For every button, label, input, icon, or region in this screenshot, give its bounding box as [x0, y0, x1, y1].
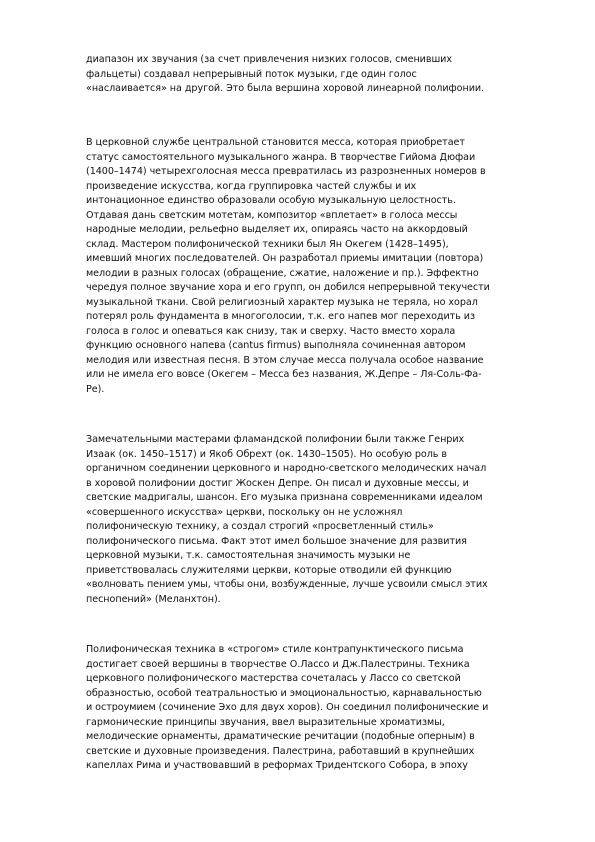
paragraph-4 [86, 643, 488, 774]
text-line: капеллах Рима и участвовавший в реформах Тридентского Собора, в эпоху [86, 760, 468, 771]
text-line: мелодические орнаменты, драматические речитации (подобные оперным) в [86, 731, 475, 742]
text-line: голоса в голос и опеваться как снизу, так и сверху. Часто вместо хорала [86, 325, 456, 337]
text-line: или не имела его вовсе (Окегем – Месса без названия, Ж.Депре – Ля-Соль-Фа- [86, 369, 482, 380]
text-line: песнопений» (Меланхтон). [86, 593, 221, 605]
text-line: Отдавая дань светским мотетам, композитор «вплетает» в голоса мессы [86, 209, 458, 221]
text-line: Замечательными мастерами фламандской полифонии были также Генрих [86, 434, 465, 445]
text-line: диапазон их звучания (за счет привлечения низких голосов, сменивших [86, 54, 452, 65]
text-line: народные мелодии, рельефно выделяет их, опираясь часто на аккордовый [86, 224, 468, 235]
text-line: полифоническую технику, а создал строгий «просветленный стиль» [86, 521, 434, 532]
text-line: светские и духовные произведения. Палестрина, работавший в крупнейших [86, 745, 475, 757]
text-line: В церковной службе центральной становится месса, которая приобретает [86, 137, 465, 148]
text-line: образностью, особой театральностью и эмоциональностью, карнавальностью [86, 687, 482, 699]
text-line: в хоровой полифонии достиг Жоскен Депре. Он писал и духовные мессы, и [86, 477, 469, 489]
text-line: приветствовалась служителями церкви, которые отводили ей функцию [86, 564, 452, 576]
text-line: статус самостоятельного музыкального жанра. В творчестве Гийома Дюфаи [86, 151, 476, 163]
text-line: и остроумием (сочинение Эхо для двух хоров). Он соединил полифонические и [86, 702, 489, 713]
text-line: Полифоническая техника в «строгом» стиле контрапунктического письма [86, 644, 464, 655]
text-line: полифонического письма. Факт этот имел большое значение для развития [86, 535, 467, 547]
paragraph-2 [86, 136, 490, 397]
text-line: органичном соединении церковного и народно-светского мелодических начал [86, 463, 487, 474]
text-line: музыкальной ткани. Свой религиозный характер музыка не теряла, но хорал [86, 296, 478, 308]
text-line: «совершенного искусства» церкви, поскольку он не усложнял [86, 506, 403, 518]
text-line: чередуя полное звучание хора и его групп, он добился непрерывной текучести [86, 282, 490, 293]
text-line: имевший многих последователей. Он разработал приемы имитации (повтора) [86, 253, 484, 264]
text-line: Изаак (ок. 1450–1517) и Якоб Обрехт (ок. 1430–1505). Но особую роль в [86, 448, 448, 460]
text-line: произведение искусства, когда группировка частей службы и их [86, 180, 417, 192]
paragraph-1 [86, 53, 484, 97]
text-line: интонационное единство образовали особую музыкальную целостность. [86, 195, 456, 206]
text-line: (1400–1474) четырехголосная месса превратилась из разрозненных номеров в [86, 166, 486, 177]
text-line: мелодия или известная песня. В этом случае месса получала особое название [86, 354, 484, 366]
text-line: склад. Мастером полифонической техники был Ян Окегем (1428–1495), [86, 238, 449, 250]
text-line: светские мадригалы, шансон. Его музыка признана современниками идеалом [86, 492, 483, 503]
text-line: фальцеты) создавал непрерывный поток музыки, где один голос [86, 68, 417, 80]
text-line: церковного полифонического мастерства сочеталась у Лассо со светской [86, 673, 461, 684]
paragraph-3 [86, 433, 488, 607]
text-line: Ре). [86, 383, 105, 395]
text-line: «наслаивается» на другой. Это была вершина хоровой линеарной полифонии. [86, 83, 485, 94]
text-line: потерял роль фундамента в многоголосии, т.к. его напев мог переходить из [86, 311, 476, 322]
text-line: «волновать пением умы, чтобы они, возбужденные, лучше усвоили смысл этих [86, 579, 488, 590]
text-line: гармонические принципы звучания, ввел выразительные хроматизмы, [86, 716, 445, 728]
text-line: функцию основного напева (cantus firmus) выполняла сочиненная автором [86, 340, 466, 351]
text-line: достигает своей вершины в творчестве О.Лассо и Дж.Палестрины. Техника [86, 658, 470, 670]
text-line: церковной музыки, т.к. самостоятельная значимость музыки не [86, 550, 411, 561]
text-line: мелодии в разных голосах (обращение, сжатие, наложение и пр.). Эффектно [86, 267, 479, 279]
